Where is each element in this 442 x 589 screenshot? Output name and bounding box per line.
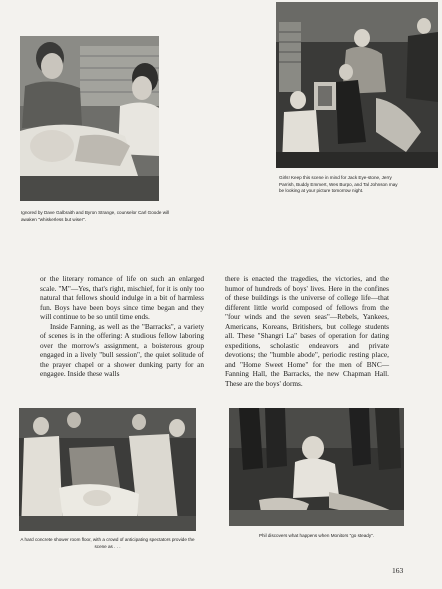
caption-top-left: Ignored by Dave Galbraith and Byron Strange, counselor Carl Goode will awaken "whiskerless but wiser". bbox=[21, 210, 170, 222]
photo-counselor-sleeping bbox=[20, 36, 159, 201]
caption-bottom-right: Phil discovers what happens when Monitors "go steady". bbox=[258, 533, 375, 538]
photo-shower-room-floor bbox=[19, 408, 196, 531]
photo-boys-on-bunks bbox=[276, 2, 438, 168]
paragraph: or the literary romance of life on such an enlarged scale. "M"—Yes, that's right, mischief, for it is only too natural that fellows should indulge in a bit of harmless fun. Boys have been boys since time began and they will continue to be so until time ends. bbox=[40, 274, 204, 322]
caption-bottom-left: A hard concrete shower room floor, with a crowd of anticipating spectators provide the scene as . . . bbox=[20, 537, 195, 549]
body-column-left bbox=[40, 274, 204, 379]
page-number: 163 bbox=[392, 566, 404, 575]
body-column-right bbox=[225, 274, 389, 389]
photo-phil-on-floor bbox=[229, 408, 404, 526]
caption-top-right: Girls! Keep this scene in mind for Jack Eye-stone, Jerry Parrish, Buddy Emmert, Wes Burpo, and Tal Johnson may be looking at your picture tomorrow night. bbox=[279, 175, 398, 194]
paragraph: Inside Fanning, as well as the "Barracks", a variety of scenes is in the offering: A studious fellow laboring over the morrow's assignment, a boisterous group engaged in a lively "bull session", the quiet solitude of the prayer chapel or a shower dunking party for an engagee. Inside these walls bbox=[40, 321, 204, 379]
paragraph: there is enacted the tragedies, the victories, and the humor of hundreds of boys' lives. Here in the confines of these buildings is the universe of college life—that different little world composed of fellows from the "four winds and the seven seas"—Rebels, Yankees, Americans, Koreans, Britishers, but college students all. These "Shangri La" bases of operation for dating expeditions, scholastic endeavors and private devotions; the "humble abode", periodic resting place, and "Home Sweet Home" for the men of BNC—Fanning Hall, the Barracks, the new Chapman Hall. These are the boys' dorms. bbox=[225, 274, 389, 389]
